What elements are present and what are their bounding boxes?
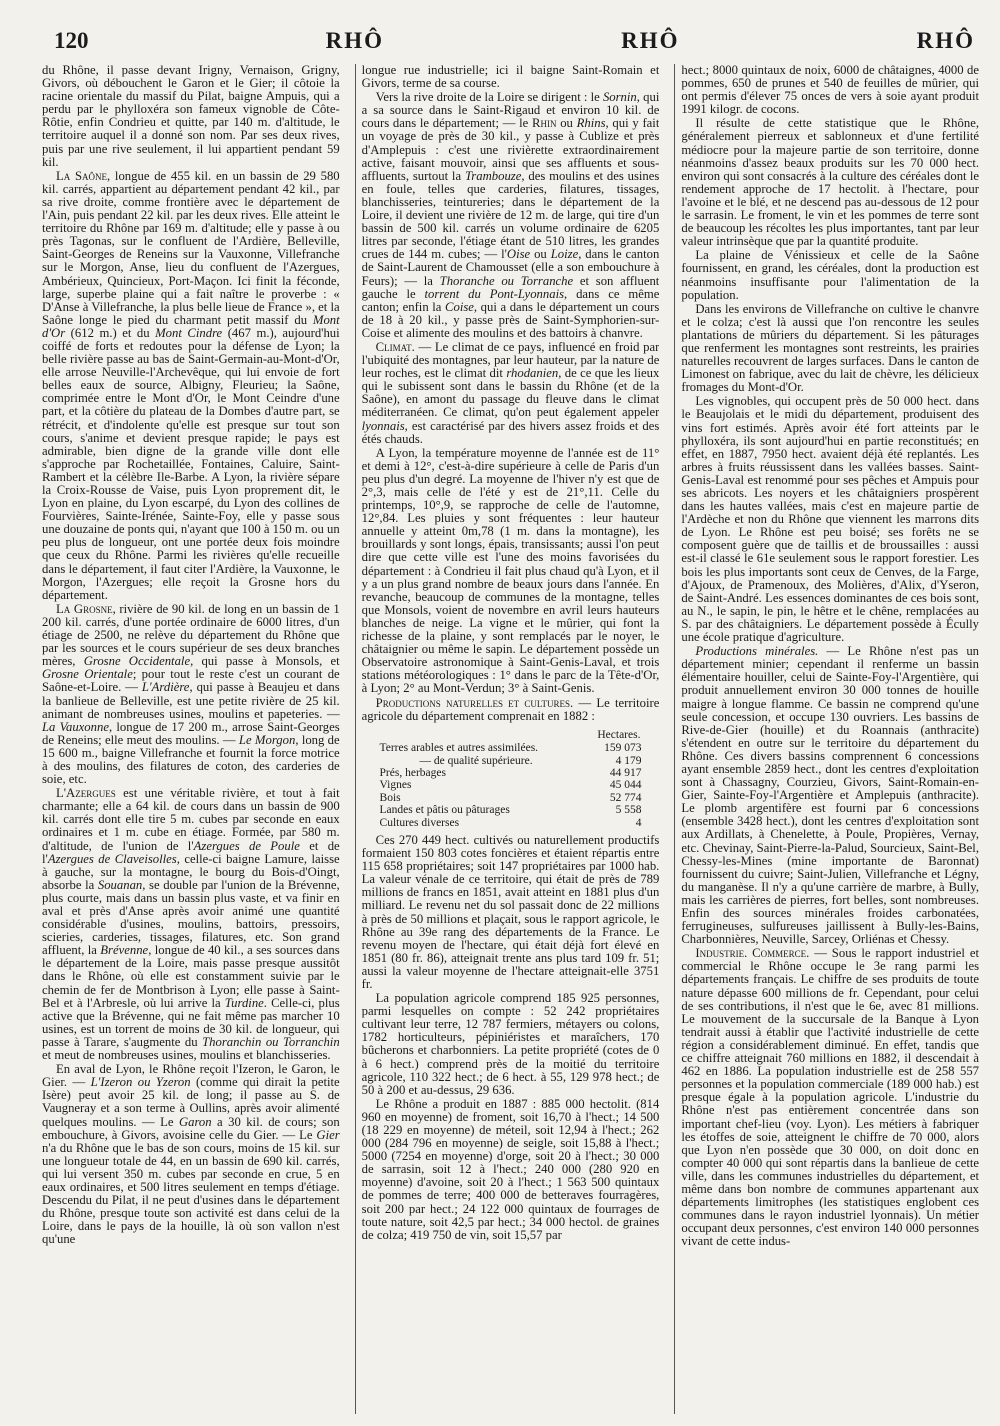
paragraph-cotes-foncieres: Ces 270 449 hect. cultivés ou naturellement productifs formaient 150 803 cotes foncières et étaient répartis entre 115 658 propriétaires; soit 147 propriétaires par 1000 hab. La valeur vénale de ce territoire, qui était de près de 789 millions de francs en 1851, avait atteint en 1881 plus d'un milliard. Le revenu net du sol passait donc de 22 millions à près de 50 millions et plaçait, sous le rapport agricole, le Rhône au 39e rang des départements de la France. Le revenu moyen de l'hectare, qui était déjà fort élevé en 1851 (80 fr. 86), atteignait trente ans plus tard 109 fr. 51; aussi la valeur moyenne de l'hectare atteignait-elle 3751 fr. (361, 832, 660, 991)
paragraph-saone: La Saône, longue de 455 kil. en un bassin de 29 580 kil. carrés, appartient au département pendant 42 kil., par sa rive droite, comme frontière avec le département de l'Ain, puis pendant 22 kil. par les deux rives. Elle atteint le territoire du Rhône par 169 m. d'altitude; elle y passe à ou près Tagonas, sur le confluent de l'Ardière, Belleville, Saint-Georges de Reneins sur la Vauxonne, Villefranche sur le Morgon, Anse, lieu du confluent de l'Azergues, Ambérieux, Quincieux, Port-Maçon. Ici finit la féconde, large, superbe plaine qui a fait naître le proverbe : « D'Anse à Villefranche, la plus belle lieue de France », et la Saône longe le pied du charmant petit massif du Mont d'Or (612 m.) et du Mont Cindre (467 m.), aujourd'hui coiffé de forts et redoutes pour la défense de Lyon; la belle rivière passe au bas de Saint-Germain-au-Mont-d'Or, elle arrose Neuville-l'Archevêque, qui lui envoie de fort belles eaux de source, Albigny, Fleurieu; la Saône, comprimée entre le Mont d'Or, le Mont Ceindre d'une part, et la côtière du plateau de la Dombes d'autre part, se rétrécit, et d'indolente qu'elle est presque sur tout son cours, s'anime et devient presque rapide; le pays est admirable, bien digne de la grande ville dont elle s'approche par Rochetaillée, Fontaines, Caluire, Saint-Rambert et la célèbre Ile-Barbe. A Lyon, la rivière sépare la Croix-Rousse de Vaise, puis Lyon proprement dit, le Lyon en plaine, du Lyon escarpé, du Lyon des collines de Fourvières, Sainte-Irénée, Sainte-Foy, elle y passe sous une douzaine de ponts qui, n'ayant que 100 à 150 m. ou un peu plus de longueur, ont une portée deux fois moindre que ceux du Rhône. Parmi les rivières qu'elle recueille dans le département, il faut citer l'Ardière, la Vauxonne, le Morgon, l'Azergues; elle reçoit la Grosne hors du département. (42, 168, 340, 602)
paragraph: longue rue industrielle; ici il baigne Saint-Romain et Givors, terme de sa course. (361, 64, 660, 91)
agricultural-land-table (380, 728, 642, 829)
section-heading-productions: Productions naturelles et cultures. (375, 695, 574, 710)
paragraph-aval-lyon: En aval de Lyon, le Rhône reçoit l'Izeron, le Garon, le Gier. — L'Izeron ou Yzeron (comme qui dirait la petite Isère) peut avoir 25 kil. de long; il passe au S. de Vaugneray et a son terme à Oullins, après avoir alimenté quelques moulins. — Le Garon a 30 kil. de cours; son embouchure, à Givors, avoisine celle du Gier. — Le Gier n'a du Rhône que le bas de son cours, moins de 15 kil. sur une longueur totale de 44, en un bassin de 690 kil. carrés, qui lui versent 350 m. cubes par seconde en crue, 5 en eaux ordinaires, et 500 litres seulement en temps d'étiage. Descendu du Pilat, il ne peut d'usines dans le département du Rhône, presque toute son activité est dans celui de la Loire, dans le pays de la houille, là où son vallon n'est qu'une (42, 1062, 340, 1247)
table-row: Prés, herbages 44 917 (379, 766, 642, 779)
section-heading-industrie: Industrie. Commerce. (695, 946, 810, 961)
table-row: Terres arables et autres assimilées. 159 073 (379, 742, 642, 755)
paragraph: du Rhône, il passe devant Irigny, Vernaison, Grigny, Givors, où débouchent le Garon et le Gier; il côtoie la racine orientale du massif du Pilat, baigne Ampuis, qui a perdu par le phylloxéra son fameux vignoble de Côte-Rôtie, enfin Condrieu et quitte, par 140 m. d'altitude, le territoire auquel il a donné son nom. Par ses deux rives, puis par une rive seulement, il lui appartient pendant 59 kil. (42, 64, 340, 169)
paragraph-population-agricole: La population agricole comprend 185 925 personnes, parmi lesquelles on compte : 52 242 propriétaires cultivant leur terre, 12 787 fermiers, métayers ou colons, 1782 horticulteurs, pépiniéristes et maraîchers, 170 bûcherons et charbonniers. La petite propriété (cotes de 0 à 6 hect.) comprend près de la moitié du territoire agricole, 110 322 hect.; de 6 hect. à 55, 129 978 hect.; de 50 à 200 et au-dessus, 29 636. (361, 991, 660, 1097)
page-number: 120 (54, 28, 89, 53)
table-row: Vignes 45 044 (379, 779, 642, 792)
paragraph-production-1887: Le Rhône a produit en 1887 : 885 000 hectolit. (814 960 en moyenne) de froment, soit 16,70 à l'hect.; 14 500 (18 229 en moyenne) de méteil, soit 12,94 à l'hect.; 262 000 (284 796 en moyenne) de seigle, soit 15,88 à l'hect.; 5000 (7254 en moyenne) d'orge, soit 20 à l'hect.; 30 000 de sarrasin, soit 12 à l'hect.; 240 000 (280 920 en moyenne) d'avoine, soit 20 à l'hect.; 1 563 500 quintaux de pommes de terre; 400 000 de betteraves fourragères, soit 200 par hect.; 24 122 000 quintaux de fourrages de toute nature, soit 42,5 par hect.; 34 000 hectol. de graines de colza; 419 750 de vin, soit 15,57 par (361, 1096, 660, 1242)
running-title-left: RHÔ (325, 28, 384, 53)
paragraph-plaine: La plaine de Vénissieux et celle de la Saône fournissent, en grand, les céréales, dont la production est néanmoins insuffisante pour l'alimentation de la population. (681, 248, 980, 302)
paragraph-vignobles: Les vignobles, qui occupent près de 50 000 hect. dans le Beaujolais et le midi du département, produisent des vins fort estimés. Après avoir été fort atteints par le phylloxéra, ils sont aujourd'hui en partie reconstitués; en effet, en 1887, 7950 hect. avaient déjà été replantés. Les arbres à fruits réussissent dans les vallées basses. Saint-Genis-Laval est renommé pour ses pêches et Ampuis pour ses abricots. Les noyers et les châtaigniers prospèrent dans les hautes vallées, mais c'est en majeure partie de l'Ardèche et non du Rhône que viennent les marrons dits de Lyon. Le Rhône est peu boisé; ses forêts ne se composent guère que de taillis et de broussailles : aussi est-il classé le 61e seulement sous le rapport forestier. Les bois les plus importants sont ceux de Cenves, de la Farge, d'Ajoux, de Pramenoux, des Molières, d'Alix, d'Yseron, de Saint-André. Les essences dominantes de ces bois sont, au N., le sapin, le pin, le hêtre et le chêne, remplacées au S. par des châtaigniers. Le département possède à Écully une école pratique d'agriculture. (681, 394, 980, 645)
paragraph: hect.; 8000 quintaux de noix, 6000 de châtaignes, 4000 de pommes, 650 de prunes et 540 de feuilles de mûrier, qui ont permis d'élever 75 onces de vers à soie ayant produit 1991 kilogr. de cocons. (681, 64, 980, 117)
page-header (54, 22, 975, 66)
table-header: Hectares. (597, 728, 641, 741)
section-heading-productions-minerales: Productions minérales. (695, 644, 819, 659)
column-1 (42, 64, 340, 1414)
paragraph-productions-minerales: Productions minérales. — Le Rhône n'est pas un département minier; cependant il renferme un bassin élémentaire houiller, celui de Sainte-Foy-l'Argentière, qui produit annuellement environ 30 000 tonnes de houille maigre à longue flamme. Ce bassin ne comprend qu'une seule concession, et occupe 130 ouvriers. Les bassins de Rive-de-Gier (houille) et du Roannais (anthracite) s'étendent en outre sur le territoire du département du Rhône. Ces divers bassins comprennent 6 concessions ayant ensemble 2859 hect., dont les centres d'exploitation sont à Chassagny, Courzieu, Givors, Saint-Romain-en-Gier, Sainte-Foy-l'Argentière et Amplepuis (anthracite). Le plomb argentifère est fourni par 6 concessions (ensemble 3428 hect.), dont les centres d'exploitation sont aux Ardillats, à Chenelette, à Poule, Propières, Vernay, etc. Chevinay, Saint-Pierre-la-Palud, Sourcieux, Saint-Bel, Chessy-les-Mines (mine importante de Baronnat) fournissent du cuivre; Saint-Julien, Villefranche et Légny, du manganèse. Il n'y a qu'une carrière de marbre, à Bully, mais les carrières de pierres, fort belles, sont nombreuses. Enfin des sources minérales froides carbonatées, ferrugineuses, sulfureuses jaillissent à Bully-les-Bains, Charbonnières, Neuville, Sarcey, Orliénas et Chessy. (681, 644, 980, 947)
table-row: Bois 52 774 (379, 791, 642, 804)
running-title-right: RHÔ (916, 28, 975, 53)
paragraph-loire-rivers: Vers la rive droite de la Loire se dirigent : le Sornin, qui a sa source dans le Saint-Rigaud et environ 10 kil. de cours dans le département; — le Rhin ou Rhins, qui y fait un voyage de près de 30 kil., y passe à Cublize et près d'Amplepuis : c'est une rivièrette extraordinairement active, faisant mouvoir, ainsi que ses affluents et sous-affluents, surtout la Trambouze, des moulins et des usines en foule, telles que carderies, filatures, tissages, blanchisseries, teintureries; dans le département de la Loire, il devient une rivière de 12 m. de large, qui tire d'un bassin de 500 kil. carrés un volume ordinaire de 6205 litres par seconde, l'étiage étant de 510 litres, les grandes crues de 144 m. cubes; — l'Oise ou Loize, dans le canton de Saint-Laurent de Chamousset (elle a son embouchure à Feurs); — la Thoranche ou Torranche et son affluent gauche le torrent du Pont-Lyonnais, dans ce même canton; enfin la Coise, qui a dans le département un cours de 18 à 20 kil., y passe près de Saint-Symphorien-sur-Coise et alimente des moulins et des battoirs à chanvre. (361, 90, 660, 340)
section-heading-climat: Climat. (375, 339, 415, 354)
paragraph-productions: Productions naturelles et cultures. — Le territoire agricole du département comprenait en 1882 : (361, 695, 660, 723)
paragraph-azergues: L'Azergues est une véritable rivière, et tout à fait charmante; elle a 64 kil. de cours dans un bassin de 900 kil. carrés dont elle tire 5 m. cubes par seconde en eaux ordinaires et 1 m. cube en étiage. Formée, par 580 m. d'altitude, de l'union de l'Azergues de Poule et de l'Azergues de Claveisolles, celle-ci baigne Lamure, laisse à gauche, sur la montagne, le bourg du Bois-d'Oingt, absorbe la Souanan, se double par l'union de la Brévenne, plus courte, mais dans un bassin plus vaste, et va finir en aval et près d'Anse après avoir animé une quantité considérable d'usines, moulins, battoirs, pressoirs, scieries, carderies, tissages, filatures, etc. Son grand affluent, la Brévenne, longue de 40 kil., a ses sources dans le département de la Loire, mais passe presque aussitôt dans le Rhône, où elle est constamment suivie par le chemin de fer de Montbrison à Lyon; elle passe à Saint-Bel et à l'Arbresle, où lui arrive la Turdine. Celle-ci, plus active que la Brévenne, qui ne fait même pas marcher 10 usines, est un torrent de moins de 30 kil. de longueur, qui passe à Tarare, s'augmente du Thoranchin ou Torranchin et meut de nombreuses usines, moulins et blanchisseries. (42, 786, 340, 1063)
paragraph-statistique: Il résulte de cette statistique que le Rhône, généralement pierreux et sablonneux et d'une fertilité médiocre pour la majeure partie de son territoire, donne néanmoins d'assez beaux produits sur les 70 000 hect. environ qui sont consacrés à la culture des céréales dont le rendement approche de 17 hectolit. à l'hectare, pour l'avoine et le blé, et ne descend pas au-dessous de 12 pour le sarrasin. Le froment, le vin et les pommes de terre sont de beaucoup les récoltes les plus importantes, tant par leur valeur intrinsèque que par la quantité produite. (681, 116, 980, 249)
paragraph-climat: Climat. — Le climat de ce pays, influencé en froid par l'ubiquité des montagnes, par leur hauteur, par la nature de leur roches, est le climat dit rhodanien, de ce que les lieux qui le subissent sont dans le bassin du Rhône (et de la Saône), en amont du passage du fleuve dans le climat méditerranéen. Ce climat, qu'on peut également appeler lyonnais, est caractérisé par des hivers assez froids et des étés chauds. (361, 339, 660, 446)
paragraph-grosne: La Grosne, rivière de 90 kil. de long en un bassin de 1 200 kil. carrés, d'une portée ordinaire de 6000 litres, d'un étiage de 2500, ne relève du département du Rhône que par les sources et le cours supérieur de ses deux branches mères, Grosne Occidentale, qui passe à Monsols, et Grosne Orientale; pour tout le reste c'est un courant de Saône-et-Loire. — L'Ardière, qui passe à Beaujeu et dans la banlieue de Belleville, est une petite rivière de 25 kil. animant de nombreuses usines, moulins et papeteries. — La Vauxonne, longue de 17 200 m., arrose Saint-Georges de Reneins; elle meut des moulins. — Le Morgon, long de 15 600 m., baigne Villefranche et fournit la force motrice à des moulins, des filatures de coton, des carderies de soie, etc. (42, 601, 340, 787)
text-columns (42, 64, 979, 1414)
column-2 (355, 64, 660, 1414)
paragraph-lyon-temperature: A Lyon, la température moyenne de l'année est de 11° et demi à 12°, c'est-à-dire supérieure à celle de Paris d'un peu plus d'un degré. La moyenne de l'hiver n'y est que de 2°,3, mais celle de l'été y est de 21°,11. Celle du printemps, 10°,9, se rapproche de celle de l'automne, 12°,84. Les pluies y sont fréquentes : leur hauteur annuelle y atteint 0m,78 (1 m. dans la montagne), les brouillards y sont longs, épais, transissants; aussi l'on peut dire que cette ville est l'une des moins favorisées du département : à Condrieu il fait plus chaud qu'à Lyon, et il y a un plus grand nombre de beaux jours dans l'année. En revanche, beaucoup de communes de la montagne, telles que Monsols, voient de novembre en avril leurs hauteurs blanches de neige. La vigne et le mûrier, qui font la richesse de la plaine, y sont remplacés par le noyer, le châtaignier ou même le sapin. Le département possède un Observatoire astronomique à Saint-Genis-Laval, et trois stations météorologiques : 1° dans le parc de la Tête-d'Or, à Lyon; 2° au Mont-Verdun; 3° à Saint-Genis. (361, 445, 660, 696)
table-row: Landes et pâtis ou pâturages 5 558 (379, 804, 642, 817)
running-title-center: RHÔ (621, 28, 680, 53)
table-row: — de qualité supérieure. 4 179 (419, 754, 642, 767)
paragraph-villefranche: Dans les environs de Villefranche on cultive le chanvre et le colza; c'est là aussi que l'on rencontre les seules plantations de mûriers du département. Si les pâturages que renferment les montagnes sont restreints, les prairies naturelles recouvrent de larges surfaces. Dans le canton de Limonest on fabrique, avec du lait de chèvre, les délicieux fromages du Mont-d'Or. (681, 301, 980, 395)
column-3 (674, 64, 979, 1414)
table-row: Cultures diverses 4 (379, 816, 642, 829)
paragraph-industrie: Industrie. Commerce. — Sous le rapport industriel et commercial le Rhône occupe le 3e rang parmi les départements français. Le chiffre de ses produits de toute nature dépasse 600 millions de fr. Cependant, pour celui de ses contributions, il n'est que le 6e, avec 81 millions. Le mouvement de la succursale de la Banque à Lyon tendrait aussi à établir que l'activité industrielle de cette région a considérablement diminué. En effet, tandis que ce chiffre atteignait 760 millions en 1882, il descendait à 462 en 1886. La population industrielle est de 258 557 personnes et la population commerciale (189 000 hab.) est presque égale à la population agricole. L'industrie du Rhône n'est pas entièrement concentrée dans son important chef-lieu (voy. Lyon). Les métiers à fabriquer les étoffes de soie, atteignent le chiffre de 70 000, alors que Lyon n'en possède que 30 000, on doit donc en compter 40 000 qui sont répartis dans la banlieue de cette ville, dans les communes industrielles du département, et même dans bon nombre de communes appartenant aux départements limitrophes (les statistiques englobent ces communes dans le rayon industriel lyonnais). Un métier occupant deux personnes, c'est environ 140 000 personnes vivant de cette indus- (681, 946, 980, 1249)
